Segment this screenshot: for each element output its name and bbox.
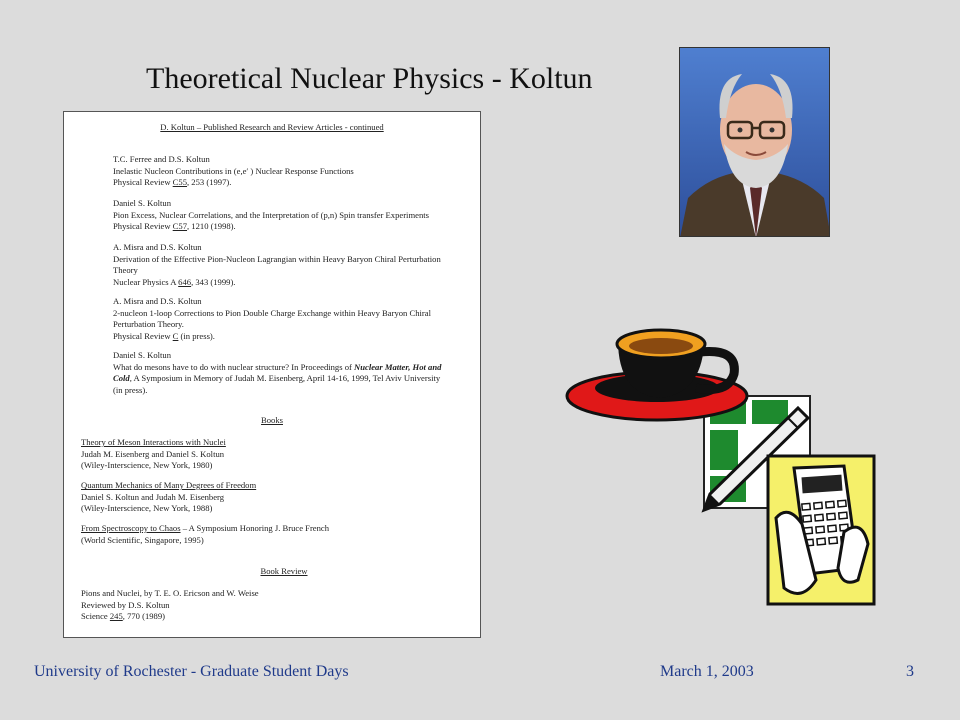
article-citation: Physical Review C57, 1210 (1998). bbox=[113, 221, 236, 232]
article-title: 2-nucleon 1-loop Corrections to Pion Double Charge Exchange within Heavy Baryon Chiral bbox=[113, 307, 431, 318]
article-2 bbox=[113, 198, 429, 233]
clipart-group bbox=[562, 318, 882, 618]
coffee-cup-icon bbox=[567, 330, 747, 420]
article-title: Inelastic Nucleon Contributions in (e,e′ ) Nuclear Response Functions bbox=[113, 165, 354, 176]
review-line: Pions and Nuclei, by T. E. O. Ericson and W. Weise bbox=[81, 588, 259, 598]
article-1 bbox=[113, 154, 354, 189]
book-title: From Spectroscopy to Chaos – A Symposium Honoring J. Bruce French bbox=[81, 523, 330, 533]
portrait-photo bbox=[679, 47, 830, 237]
proceedings-entry bbox=[113, 350, 441, 396]
book-3 bbox=[81, 523, 329, 546]
review-line: Reviewed by D.S. Koltun bbox=[81, 599, 170, 610]
book-title: Quantum Mechanics of Many Degrees of Freedom bbox=[81, 480, 257, 490]
article-title: Derivation of the Effective Pion-Nucleon Lagrangian within Heavy Baryon Chiral Perturbation bbox=[113, 253, 441, 264]
book-authors: Daniel S. Koltun and Judah M. Eisenberg bbox=[81, 491, 225, 502]
publication-list-scan bbox=[63, 111, 481, 638]
books-heading: Books bbox=[261, 415, 283, 425]
article-title: Pion Excess, Nuclear Correlations, and the Interpretation of (p,n) Spin transfer Experiments bbox=[113, 209, 429, 220]
proceedings-line: What do mesons have to do with nuclear structure? In Proceedings of Nuclear Matter, Hot and bbox=[113, 361, 442, 372]
calculator-icon bbox=[768, 456, 874, 604]
book-publisher: (Wiley-Interscience, New York, 1988) bbox=[81, 503, 213, 514]
book-1 bbox=[81, 437, 226, 472]
article-authors: A. Misra and D.S. Koltun bbox=[113, 242, 202, 252]
book-publisher: (World Scientific, Singapore, 1995) bbox=[81, 534, 204, 545]
proceedings-line: Cold, A Symposium in Memory of Judah M. Eisenberg, April 14-16, 1999, Tel Aviv University bbox=[113, 373, 441, 384]
page-number: 3 bbox=[906, 663, 914, 680]
article-title-cont: Theory bbox=[113, 265, 138, 276]
book-review-heading: Book Review bbox=[260, 566, 308, 576]
article-citation: Physical Review C55, 253 (1997). bbox=[113, 177, 232, 188]
book-authors: Judah M. Eisenberg and Daniel S. Koltun bbox=[81, 448, 225, 459]
footer-date: March 1, 2003 bbox=[660, 663, 754, 680]
article-4 bbox=[113, 296, 431, 342]
article-3 bbox=[113, 242, 441, 288]
proceedings-line: (in press). bbox=[113, 384, 148, 395]
book-publisher: (Wiley-Interscience, New York, 1980) bbox=[81, 460, 213, 471]
book-2 bbox=[81, 480, 256, 515]
footer-institution: University of Rochester - Graduate Student Days bbox=[34, 663, 349, 680]
article-citation: Physical Review C (in press). bbox=[113, 330, 215, 341]
article-title-cont: Perturbation Theory. bbox=[113, 319, 184, 330]
slide-title: Theoretical Nuclear Physics - Koltun bbox=[146, 62, 593, 95]
book-title: Theory of Meson Interactions with Nuclei bbox=[81, 437, 226, 447]
article-authors: A. Misra and D.S. Koltun bbox=[113, 296, 202, 306]
proceedings-authors: Daniel S. Koltun bbox=[113, 350, 172, 360]
document-header: D. Koltun – Published Research and Review Articles - continued bbox=[160, 122, 384, 132]
book-review-entry bbox=[81, 588, 259, 623]
article-citation: Nuclear Physics A 646, 343 (1999). bbox=[113, 276, 236, 287]
article-authors: T.C. Ferree and D.S. Koltun bbox=[113, 154, 210, 164]
article-authors: Daniel S. Koltun bbox=[113, 198, 172, 208]
review-citation: Science 245, 770 (1989) bbox=[81, 611, 166, 622]
